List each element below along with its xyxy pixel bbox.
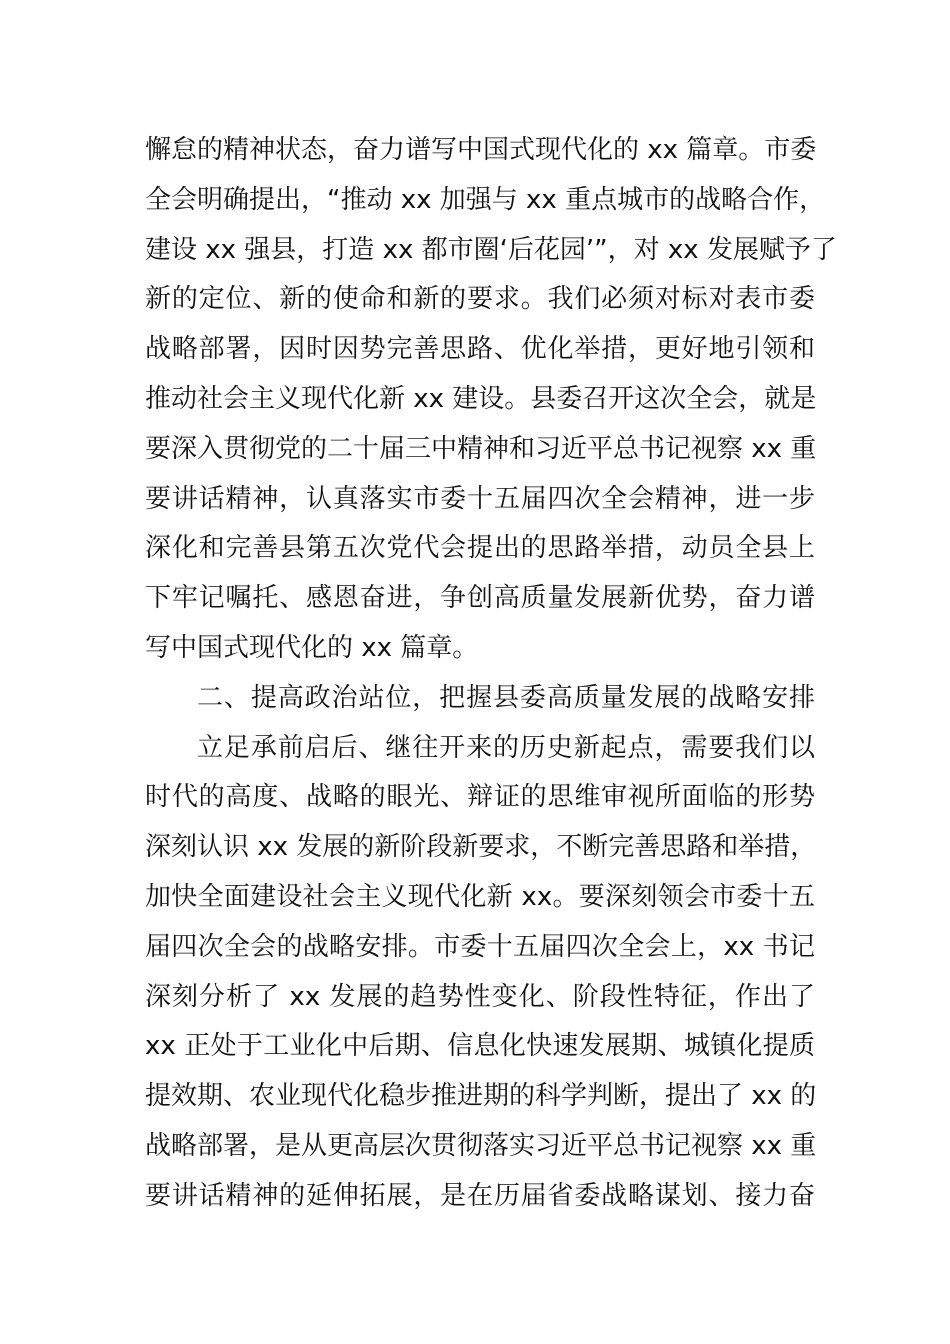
text-line: 推动社会主义现代化新 xx 建设。县委召开这次全会，就是 bbox=[145, 383, 817, 414]
text-line: 加快全面建设社会主义现代化新 xx。要深刻领会市委十五 bbox=[145, 881, 815, 912]
text-line: 深刻认识 xx 发展的新阶段新要求，不断完善思路和举措， bbox=[145, 832, 817, 863]
text-line: 要深入贯彻党的二十届三中精神和习近平总书记视察 xx 重 bbox=[145, 433, 817, 464]
text-line: 提效期、农业现代化稳步推进期的科学判断，提出了 xx 的 bbox=[145, 1081, 817, 1112]
text-line: 全会明确提出，“推动 xx 加强与 xx 重点城市的战略合作， bbox=[145, 184, 826, 215]
text-line: 时代的高度、战略的眼光、辩证的思维审视所面临的形势 bbox=[145, 782, 815, 813]
text-line: xx 正处于工业化中后期、信息化快速发展期、城镇化提质 bbox=[145, 1031, 815, 1062]
body-text bbox=[145, 126, 837, 1222]
section-heading: 二、提高政治站位，把握县委高质量发展的战略安排 bbox=[197, 682, 815, 713]
text-line: 战略部署，是从更高层次贯彻落实习近平总书记视察 xx 重 bbox=[145, 1130, 817, 1161]
text-line: 懈怠的精神状态，奋力谱写中国式现代化的 xx 篇章。市委 bbox=[145, 135, 817, 165]
text-line: 下牢记嘱托、感恩奋进，争创高质量发展新优势，奋力谱 bbox=[145, 583, 815, 614]
text-line: 战略部署，因时因势完善思路、优化举措，更好地引领和 bbox=[145, 334, 815, 365]
text-line: 写中国式现代化的 xx 篇章。 bbox=[145, 632, 479, 663]
text-line: 届四次全会的战略安排。市委十五届四次全会上，xx 书记 bbox=[145, 931, 815, 962]
text-line: 深化和完善县第五次党代会提出的思路举措，动员全县上 bbox=[145, 533, 815, 564]
text-line: 建设 xx 强县，打造 xx 都市圈‘后花园’”，对 xx 发展赋予了 bbox=[145, 234, 837, 265]
text-line: 立足承前启后、继往开来的历史新起点，需要我们以 bbox=[197, 732, 815, 763]
text-line: 深刻分析了 xx 发展的趋势性变化、阶段性特征，作出了 bbox=[145, 981, 815, 1012]
text-line: 要讲话精神的延伸拓展，是在历届省委战略谋划、接力奋 bbox=[145, 1180, 815, 1211]
text-line: 新的定位、新的使命和新的要求。我们必须对标对表市委 bbox=[145, 284, 815, 315]
text-line: 要讲话精神，认真落实市委十五届四次全会精神，进一步 bbox=[145, 483, 815, 514]
